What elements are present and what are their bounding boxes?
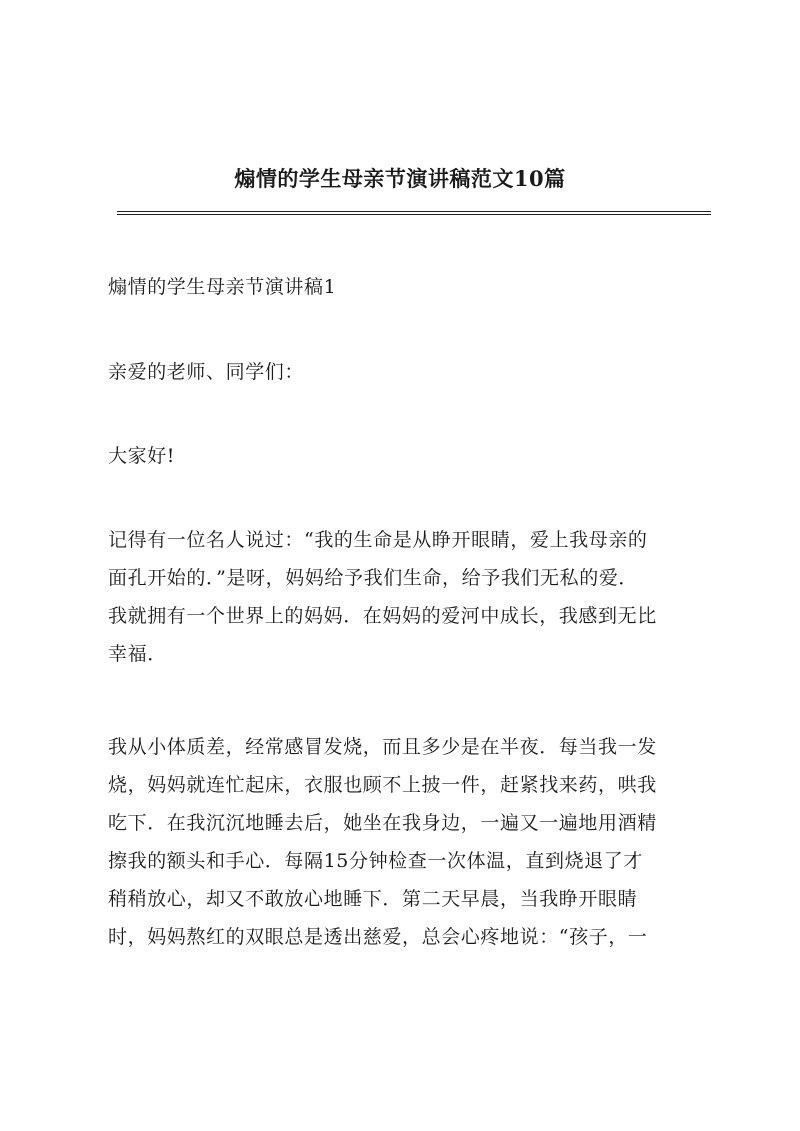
paragraph-1-line: 幸福．	[108, 643, 167, 665]
greeting-line: 大家好!	[108, 445, 176, 467]
paragraph-2-line: 烧，妈妈就连忙起床，衣服也顾不上披一件，赶紧找来药，哄我	[108, 774, 657, 796]
paragraph-2	[108, 728, 712, 956]
paragraph-2-line: 擦我的额头和手心．每隔15分钟检查一次体温，直到烧退了才	[108, 850, 643, 872]
paragraph-1-line: 记得有一位名人说过：“我的生命是从睁开眼睛，爱上我母亲的	[108, 529, 648, 551]
paragraph-2-line: 稍稍放心，却又不敢放心地睡下．第二天早晨，当我睁开眼睛	[108, 888, 638, 910]
title-underline-rule	[117, 211, 711, 215]
section-heading: 煽情的学生母亲节演讲稿1	[108, 276, 337, 298]
salutation-line: 亲爱的老师、同学们：	[108, 361, 305, 383]
paragraph-1	[108, 521, 712, 673]
paragraph-2-line: 时，妈妈熬红的双眼总是透出慈爱，总会心疼地说：“孩子，一	[108, 926, 648, 948]
paragraph-2-line: 我从小体质差，经常感冒发烧，而且多少是在半夜．每当我一发	[108, 736, 657, 758]
document-title: 煽情的学生母亲节演讲稿范文10篇	[234, 166, 566, 191]
paragraph-1-line: 我就拥有一个世界上的妈妈．在妈妈的爱河中成长，我感到无比	[108, 605, 657, 627]
paragraph-2-line: 吃下．在我沉沉地睡去后，她坐在我身边，一遍又一遍地用酒精	[108, 812, 657, 834]
paragraph-1-line: 面孔开始的．”是呀，妈妈给予我们生命，给予我们无私的爱．	[108, 567, 639, 589]
